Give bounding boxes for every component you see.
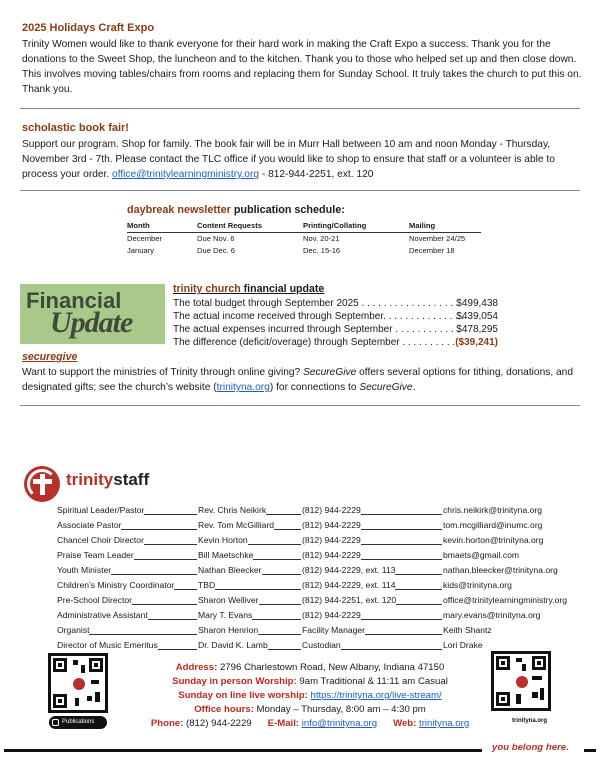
table-cell: January: [127, 246, 155, 255]
leader-line: [144, 514, 197, 515]
staff-name: Mary T. Evans: [198, 610, 253, 620]
leader-line: [365, 634, 442, 635]
staff-role: Spiritual Leader/Pastor: [57, 505, 145, 515]
staff-name: Nathan Bleecker: [198, 565, 262, 575]
staff-phone: Custodian: [302, 640, 341, 650]
staff-role: Children’s Ministry Coordinator: [57, 580, 175, 590]
leader-line: [361, 619, 442, 620]
staff-phone: (812) 944-2229, ext. 113: [302, 565, 396, 575]
leader-line: [361, 529, 442, 530]
address-label: Address:: [175, 662, 218, 673]
newsletter-schedule-table: [127, 221, 481, 256]
table-row: [127, 244, 481, 256]
update-image-word: Update: [50, 306, 133, 339]
footer-worship: [110, 674, 510, 689]
securegive-title: securegive: [22, 351, 78, 363]
table-cell: Dec. 15-16: [303, 246, 341, 255]
staff-role: Director of Music Emeritus: [57, 640, 158, 650]
staff-row: [57, 578, 587, 593]
footer-email-link[interactable]: info@trinityna.org: [301, 718, 378, 729]
book-icon: [52, 719, 59, 726]
email-label: E-Mail:: [267, 718, 300, 729]
tagline: you belong here.: [492, 742, 569, 753]
publications-label: Publications: [62, 719, 95, 725]
staff-phone: (812) 944-2229: [302, 535, 361, 545]
staff-role: Youth Minister: [57, 565, 112, 575]
staff-email[interactable]: bmaets@gmail.com: [443, 550, 520, 560]
staff-email[interactable]: nathan.bleecker@trinityna.org: [443, 565, 558, 575]
staff-row: [57, 518, 587, 533]
live-stream-link[interactable]: https://trinityna.org/live-stream/: [310, 690, 442, 701]
staff-role: Administrative Assistant: [57, 610, 148, 620]
financial-title: [173, 283, 324, 295]
staff-phone: (812) 944-2229: [302, 520, 361, 530]
craft-expo-body: Trinity Women would like to thank everyone for their hard work in making the Craft Expo a success. Thank you for the donations to the Sweet Shop, the luncheon and to the kitchen. Thank you to those who helped set up and then close down. This involves moving tables/chairs from rooms and replacing them for Sunday School. It truly takes the church to put this on. Thank you.: [22, 39, 582, 95]
leader-line: [262, 574, 301, 575]
leader-line: [121, 529, 197, 530]
book-fair-email-link[interactable]: office@trinitylearningministry.org: [112, 169, 260, 180]
leader-line: [259, 604, 301, 605]
staff-name: TBD: [198, 580, 216, 590]
table-cell: Due Dec. 6: [197, 246, 235, 255]
leader-line: [395, 574, 442, 575]
leader-line: [268, 649, 301, 650]
staff-role: Praise Team Leader: [57, 550, 134, 560]
phone-value: (812) 944-2229: [183, 718, 252, 729]
staff-row: [57, 503, 587, 518]
securegive-text: ) for connections to: [269, 382, 360, 393]
leader-line: [274, 529, 301, 530]
footer-web-link[interactable]: trinityna.org: [419, 718, 470, 729]
leader-line: [148, 619, 197, 620]
financial-update-image: [20, 284, 165, 344]
table-header-row: [127, 221, 481, 232]
leader-line: [215, 589, 301, 590]
footer-bar: [584, 749, 596, 752]
securegive-text: .: [412, 382, 416, 393]
column-header: Mailing: [409, 221, 481, 232]
staff-email: Keith Shantz: [443, 625, 492, 635]
staff-row: [57, 548, 587, 563]
staff-name: Rev. Tom McGilliard: [198, 520, 275, 530]
leader-line: [134, 559, 197, 560]
staff-name: Bill Maetschke: [198, 550, 254, 560]
financial-label: The actual income received through September. . . . . . . . . . . . . . .: [173, 311, 464, 322]
staff-email[interactable]: chris.neikirk@trinityna.org: [443, 505, 542, 515]
leader-line: [144, 544, 197, 545]
footer-bar: [4, 749, 482, 752]
staff-email[interactable]: mary.evans@trinityna.org: [443, 610, 541, 620]
trinity-logo-icon: [24, 466, 60, 502]
worship-value: 9am Traditional & 11:11 am Casual: [296, 676, 448, 687]
footer-contact: [110, 716, 510, 731]
staff-phone: (812) 944-2251, ext. 120: [302, 595, 397, 605]
financial-value: $478,295: [456, 324, 498, 335]
book-fair-body: [22, 137, 582, 182]
leader-line: [132, 604, 197, 605]
table-row: [127, 232, 481, 244]
table-cell: Due Nov. 6: [197, 234, 235, 244]
staff-name: Sharon Henrion: [198, 625, 259, 635]
leader-line: [396, 604, 442, 605]
live-worship-label: Sunday on line live worship:: [178, 690, 308, 701]
staff-role: Chancel Choir Director: [57, 535, 144, 545]
securegive-text: SecureGive: [303, 367, 357, 378]
leader-line: [395, 589, 442, 590]
column-header: Printing/Collating: [303, 221, 409, 232]
staff-email: Lori Drake: [443, 640, 483, 650]
table-cell: Nov. 20-21: [303, 234, 340, 244]
worship-label: Sunday in person Worship:: [172, 676, 297, 687]
leader-line: [341, 649, 442, 650]
website-link[interactable]: trinityna.org: [216, 382, 270, 393]
staff-phone: (812) 944-2229: [302, 550, 361, 560]
securegive-text: Want to support the ministries of Trinity through online giving?: [22, 367, 304, 378]
web-label: Web:: [393, 718, 417, 729]
leader-line: [361, 559, 442, 560]
footer-live-worship: [110, 688, 510, 703]
staff-role: Associate Pastor: [57, 520, 122, 530]
divider: [20, 108, 580, 109]
leader-line: [248, 544, 301, 545]
staff-name: Rev. Chris Neikirk: [198, 505, 267, 515]
staff-role: Organist: [57, 625, 90, 635]
leader-line: [111, 574, 197, 575]
staff-row: [57, 563, 587, 578]
table-cell: December: [127, 234, 163, 244]
book-fair-title: scholastic book fair!: [22, 122, 129, 134]
leader-line: [253, 559, 301, 560]
staff-heading: [66, 470, 149, 490]
staff-name: Kevin Horton: [198, 535, 248, 545]
staff-email[interactable]: kevin.horton@trinityna.org: [443, 535, 544, 545]
staff-email[interactable]: office@trinitylearningministry.org: [443, 595, 567, 605]
leader-line: [361, 544, 442, 545]
staff-phone: (812) 944-2229: [302, 505, 361, 515]
office-hours-value: Monday – Thursday, 8:00 am – 4:30 pm: [253, 704, 426, 715]
securegive-text: offers several options for tithing, donations, and designated gifts; see the church’s website (: [22, 367, 574, 393]
staff-row: [57, 533, 587, 548]
table-cell: November 24/25: [409, 234, 466, 244]
newsletter-title: [127, 204, 345, 216]
column-header: Month: [127, 221, 197, 232]
office-hours-label: Office hours:: [194, 704, 254, 715]
leader-line: [158, 649, 197, 650]
phone-label: Phone:: [150, 718, 184, 729]
financial-value: $439,054: [456, 311, 498, 322]
divider: [20, 405, 580, 406]
newsletter-title-rest: publication schedule:: [230, 204, 345, 216]
securegive-body: [22, 365, 582, 395]
securegive-text: SecureGive: [359, 382, 413, 393]
financial-label: The total budget through September 2025 . . . . . . . . . . . . . . . . . .: [173, 298, 459, 309]
financial-value: $499,438: [456, 298, 498, 309]
divider: [20, 190, 580, 191]
leader-line: [252, 619, 301, 620]
address-value: 2796 Charlestown Road, New Albany, Indiana 47150: [217, 662, 445, 673]
newsletter-brand: daybreak newsletter: [127, 204, 231, 216]
staff-heading-brand: trinity: [66, 470, 114, 489]
staff-phone: (812) 944-2229: [302, 610, 361, 620]
footer-address: [110, 660, 510, 675]
staff-phone: (812) 944-2229, ext. 114: [302, 580, 396, 590]
publications-badge[interactable]: [49, 716, 107, 729]
leader-line: [89, 634, 197, 635]
staff-heading-word: staff: [113, 470, 150, 489]
staff-row: [57, 593, 587, 608]
financial-label: The difference (deficit/overage) through September . . . . . . . . . .: [173, 337, 456, 348]
qr-caption: trinityna.org: [512, 718, 548, 724]
leader-line: [361, 514, 442, 515]
staff-email[interactable]: tom.mcgilliard@inumc.org: [443, 520, 543, 530]
craft-expo-title: 2025 Holidays Craft Expo: [22, 22, 155, 34]
staff-row: [57, 608, 587, 623]
book-fair-phone: - 812-944-2251, ext. 120: [259, 169, 374, 180]
staff-name: Dr. David K. Lamb: [198, 640, 268, 650]
staff-row: [57, 623, 587, 638]
leader-line: [258, 634, 301, 635]
financial-label: The actual expenses incurred through September . . . . . . . . . . . .: [173, 324, 460, 335]
staff-role: Pre-School Director: [57, 595, 132, 605]
footer-office-hours: [110, 702, 510, 717]
leader-line: [266, 514, 301, 515]
financial-brand: trinity church: [173, 283, 241, 295]
staff-name: Sharon Welliver: [198, 595, 259, 605]
table-cell: December 18: [409, 246, 455, 255]
financial-title-rest: financial update: [240, 283, 325, 295]
staff-phone: Facility Manager: [302, 625, 366, 635]
financial-value: ($39,241): [455, 337, 498, 348]
leader-line: [174, 589, 197, 590]
publications-qr-code[interactable]: [48, 653, 108, 713]
financial-image-word: Financial: [26, 288, 122, 313]
column-header: Content Requests: [197, 221, 303, 232]
book-fair-text: Support our program. Shop for family. The book fair will be in Murr Hall between 10 am and noon Monday - Thursday, November 3rd - 7th. Please contact the TLC office if you would like to shop to ensure that staff or a volunteer is able to process your order.: [22, 139, 555, 180]
staff-email[interactable]: kids@trinityna.org: [443, 580, 512, 590]
